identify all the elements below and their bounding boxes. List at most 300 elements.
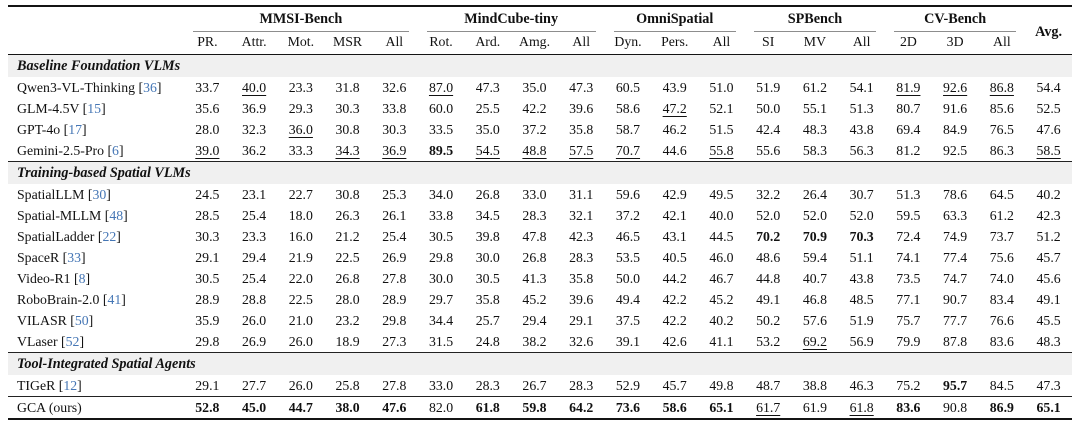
- score-cell: 60.5: [615, 80, 641, 95]
- table-row: [8, 310, 1072, 331]
- score-cell: 24.8: [475, 334, 500, 349]
- score-cell: 54.5: [475, 143, 500, 158]
- score-cell: 35.0: [475, 122, 500, 137]
- score-cell: 34.0: [428, 187, 454, 202]
- score-cell: 22.5: [335, 250, 360, 265]
- score-cell: 82.0: [418, 397, 465, 420]
- score-cell: 39.0: [195, 143, 220, 158]
- score-cell: 92.6: [943, 80, 968, 95]
- score-cell: 51.5: [709, 122, 734, 137]
- score-cell: 47.8: [522, 229, 547, 244]
- score-cell: 51.2: [1036, 229, 1061, 244]
- score-cell: 73.5: [896, 271, 921, 286]
- score-cell: 29.4: [242, 250, 267, 265]
- model-name: Gemini-2.5-Pro [6]: [17, 143, 124, 158]
- score-cell: 28.3: [522, 208, 547, 223]
- score-cell: 33.3: [288, 143, 313, 158]
- score-cell: 45.0: [231, 397, 278, 420]
- section-row: [8, 55, 1072, 78]
- score-cell: 84.5: [989, 378, 1014, 393]
- score-cell: 31.5: [428, 334, 454, 349]
- subcolumn-header: SI: [745, 32, 792, 55]
- score-cell: 80.7: [896, 101, 921, 116]
- score-cell: 59.4: [802, 250, 827, 265]
- score-cell: 60.0: [428, 101, 454, 116]
- score-cell: 85.6: [989, 101, 1014, 116]
- score-cell: 33.8: [382, 101, 407, 116]
- section-title: Training-based Spatial VLMs: [8, 162, 1072, 185]
- score-cell: 77.7: [943, 313, 968, 328]
- subcolumn-header: MV: [792, 32, 839, 55]
- score-cell: 30.7: [849, 187, 874, 202]
- subcolumn-header: Ard.: [464, 32, 511, 55]
- score-cell: 57.6: [802, 313, 827, 328]
- score-cell: 61.2: [989, 208, 1014, 223]
- score-cell: 46.7: [709, 271, 734, 286]
- citation-link[interactable]: 22: [102, 229, 117, 244]
- score-cell: 42.4: [756, 122, 781, 137]
- score-cell: 32.2: [756, 187, 781, 202]
- score-cell: 78.6: [943, 187, 968, 202]
- score-cell: 56.9: [849, 334, 874, 349]
- score-cell: 53.5: [615, 250, 641, 265]
- score-cell: 32.6: [569, 334, 594, 349]
- table-row: [8, 140, 1072, 162]
- score-cell: 30.0: [475, 250, 500, 265]
- score-cell: 51.9: [756, 80, 781, 95]
- score-cell: 45.6: [1036, 271, 1061, 286]
- score-cell: 36.2: [242, 143, 267, 158]
- score-cell: 27.8: [382, 271, 407, 286]
- score-cell: 72.4: [896, 229, 921, 244]
- score-cell: 28.9: [382, 292, 407, 307]
- score-cell: 34.3: [335, 143, 360, 158]
- score-cell: 39.8: [475, 229, 500, 244]
- subcolumn-header: Dyn.: [605, 32, 652, 55]
- score-cell: 39.6: [569, 101, 594, 116]
- score-cell: 26.3: [335, 208, 360, 223]
- score-cell: 89.5: [428, 143, 454, 158]
- subcolumn-header: Amg.: [511, 32, 558, 55]
- score-cell: 42.1: [662, 208, 687, 223]
- score-cell: 26.4: [802, 187, 827, 202]
- score-cell: 59.6: [615, 187, 641, 202]
- score-cell: 83.6: [885, 397, 932, 420]
- table-row: [8, 397, 1072, 420]
- citation-link[interactable]: 8: [78, 271, 86, 286]
- subcolumn-header: All: [978, 32, 1025, 55]
- model-name: VILASR [50]: [17, 313, 94, 328]
- score-cell: 34.5: [475, 208, 500, 223]
- score-cell: 25.3: [382, 187, 407, 202]
- score-cell: 35.0: [522, 80, 547, 95]
- score-cell: 44.5: [709, 229, 734, 244]
- subcolumn-header: PR.: [184, 32, 231, 55]
- score-cell: 65.1: [1025, 397, 1072, 420]
- score-cell: 39.6: [569, 292, 594, 307]
- score-cell: 28.3: [569, 378, 594, 393]
- score-cell: 42.2: [662, 313, 687, 328]
- model-name: SpatialLLM [30]: [17, 187, 111, 202]
- table-row: [8, 184, 1072, 205]
- score-cell: 69.2: [802, 334, 827, 349]
- section-title: Tool-Integrated Spatial Agents: [8, 353, 1072, 376]
- model-name: Spatial-MLLM [48]: [17, 208, 128, 223]
- benchmark-group-row: [8, 6, 1072, 32]
- score-cell: 34.4: [428, 313, 454, 328]
- score-cell: 42.9: [662, 187, 687, 202]
- score-cell: 35.9: [195, 313, 220, 328]
- score-cell: 29.7: [428, 292, 454, 307]
- section-title: Baseline Foundation VLMs: [8, 55, 1072, 78]
- score-cell: 40.2: [1036, 187, 1061, 202]
- score-cell: 49.1: [756, 292, 781, 307]
- score-cell: 42.2: [522, 101, 547, 116]
- table-row: [8, 375, 1072, 397]
- score-cell: 43.8: [849, 271, 874, 286]
- score-cell: 30.5: [428, 229, 454, 244]
- score-cell: 48.3: [802, 122, 827, 137]
- table-body: [8, 55, 1072, 420]
- score-cell: 32.6: [382, 80, 407, 95]
- score-cell: 36.9: [242, 101, 267, 116]
- score-cell: 83.6: [989, 334, 1014, 349]
- score-cell: 74.7: [943, 271, 968, 286]
- score-cell: 25.4: [242, 208, 267, 223]
- score-cell: 45.7: [662, 378, 687, 393]
- score-cell: 75.6: [989, 250, 1014, 265]
- score-cell: 59.5: [896, 208, 921, 223]
- score-cell: 30.8: [335, 187, 360, 202]
- subcolumn-header: Rot.: [418, 32, 465, 55]
- score-cell: 77.1: [896, 292, 921, 307]
- score-cell: 23.3: [288, 80, 313, 95]
- score-cell: 53.2: [756, 334, 781, 349]
- score-cell: 52.0: [802, 208, 827, 223]
- table-row: [8, 205, 1072, 226]
- score-cell: 61.8: [838, 397, 885, 420]
- score-cell: 58.3: [802, 143, 827, 158]
- subcolumn-header: All: [371, 32, 418, 55]
- score-cell: 35.8: [569, 271, 594, 286]
- score-cell: 42.6: [662, 334, 687, 349]
- score-cell: 87.0: [428, 80, 454, 95]
- score-cell: 63.3: [943, 208, 968, 223]
- score-cell: 38.8: [802, 378, 827, 393]
- score-cell: 47.2: [662, 101, 687, 116]
- score-cell: 44.6: [662, 143, 687, 158]
- score-cell: 55.1: [802, 101, 827, 116]
- score-cell: 59.8: [511, 397, 558, 420]
- score-cell: 61.9: [792, 397, 839, 420]
- score-cell: 47.6: [371, 397, 418, 420]
- table-row: [8, 226, 1072, 247]
- score-cell: 54.1: [849, 80, 874, 95]
- score-cell: 40.0: [242, 80, 267, 95]
- citation-link[interactable]: 36: [143, 80, 157, 95]
- score-cell: 92.5: [943, 143, 968, 158]
- score-cell: 30.0: [428, 271, 454, 286]
- subcolumn-header: Pers.: [651, 32, 698, 55]
- score-cell: 58.5: [1036, 143, 1061, 158]
- citation-link[interactable]: 12: [63, 378, 78, 393]
- score-cell: 52.8: [184, 397, 231, 420]
- score-cell: 49.1: [1036, 292, 1061, 307]
- subcolumn-header: Mot.: [277, 32, 324, 55]
- score-cell: 76.5: [989, 122, 1014, 137]
- score-cell: 31.8: [335, 80, 360, 95]
- model-name: GLM-4.5V [15]: [17, 101, 106, 116]
- score-cell: 46.2: [662, 122, 687, 137]
- score-cell: 48.8: [522, 143, 547, 158]
- score-cell: 26.0: [242, 313, 267, 328]
- subcolumn-header: Attr.: [231, 32, 278, 55]
- score-cell: 75.7: [896, 313, 921, 328]
- score-cell: 61.2: [802, 80, 827, 95]
- score-cell: 30.3: [382, 122, 407, 137]
- score-cell: 51.3: [896, 187, 921, 202]
- score-cell: 52.0: [849, 208, 874, 223]
- score-cell: 33.7: [195, 80, 220, 95]
- score-cell: 26.1: [382, 208, 407, 223]
- score-cell: 81.9: [896, 80, 921, 95]
- score-cell: 26.9: [382, 250, 407, 265]
- score-cell: 48.6: [756, 250, 781, 265]
- score-cell: 38.0: [324, 397, 371, 420]
- score-cell: 26.8: [522, 250, 547, 265]
- score-cell: 51.3: [849, 101, 874, 116]
- score-cell: 25.4: [242, 271, 267, 286]
- score-cell: 74.1: [896, 250, 921, 265]
- score-cell: 29.1: [195, 378, 220, 393]
- score-cell: 29.4: [522, 313, 547, 328]
- score-cell: 51.9: [849, 313, 874, 328]
- score-cell: 28.3: [475, 378, 500, 393]
- score-cell: 21.9: [288, 250, 313, 265]
- score-cell: 18.9: [335, 334, 360, 349]
- score-cell: 40.2: [709, 313, 734, 328]
- group-spbench: [745, 6, 885, 32]
- group-label: SPBench: [754, 10, 876, 32]
- score-cell: 48.5: [849, 292, 874, 307]
- table-row: [8, 289, 1072, 310]
- table-header: [8, 6, 1072, 55]
- score-cell: 29.8: [195, 334, 220, 349]
- section-row: [8, 162, 1072, 185]
- score-cell: 54.4: [1036, 80, 1061, 95]
- citation-link[interactable]: 30: [92, 187, 107, 202]
- table-row: [8, 247, 1072, 268]
- score-cell: 42.2: [662, 292, 687, 307]
- score-cell: 70.7: [615, 143, 641, 158]
- table-row: [8, 98, 1072, 119]
- score-cell: 43.1: [662, 229, 687, 244]
- score-cell: 22.7: [288, 187, 313, 202]
- score-cell: 32.1: [569, 208, 594, 223]
- score-cell: 33.0: [428, 378, 454, 393]
- score-cell: 27.7: [242, 378, 267, 393]
- score-cell: 37.2: [522, 122, 547, 137]
- score-cell: 30.5: [195, 271, 220, 286]
- score-cell: 35.6: [195, 101, 220, 116]
- subcolumn-header: All: [838, 32, 885, 55]
- score-cell: 75.2: [896, 378, 921, 393]
- score-cell: 33.8: [428, 208, 454, 223]
- score-cell: 74.9: [943, 229, 968, 244]
- score-cell: 58.7: [615, 122, 641, 137]
- score-cell: 95.7: [943, 378, 968, 393]
- score-cell: 76.6: [989, 313, 1014, 328]
- score-cell: 74.0: [989, 271, 1014, 286]
- score-cell: 37.2: [615, 208, 641, 223]
- score-cell: 37.5: [615, 313, 641, 328]
- score-cell: 29.8: [382, 313, 407, 328]
- score-cell: 44.7: [277, 397, 324, 420]
- group-cv-bench: [885, 6, 1025, 32]
- group-label: OmniSpatial: [614, 10, 736, 32]
- score-cell: 46.3: [849, 378, 874, 393]
- corner-cell: [8, 6, 184, 55]
- score-cell: 39.1: [615, 334, 641, 349]
- citation-link[interactable]: 17: [68, 122, 83, 137]
- subcolumn-header: 3D: [932, 32, 979, 55]
- score-cell: 58.6: [615, 101, 641, 116]
- score-cell: 36.0: [288, 122, 313, 137]
- score-cell: 45.2: [522, 292, 547, 307]
- score-cell: 21.2: [335, 229, 360, 244]
- subcolumn-header: All: [558, 32, 605, 55]
- score-cell: 30.5: [475, 271, 500, 286]
- score-cell: 18.0: [288, 208, 313, 223]
- model-name: TIGeR [12]: [17, 378, 82, 393]
- score-cell: 46.5: [615, 229, 641, 244]
- score-cell: 46.8: [802, 292, 827, 307]
- model-name: VLaser [52]: [17, 334, 85, 349]
- score-cell: 40.7: [802, 271, 827, 286]
- citation-link[interactable]: 50: [74, 313, 89, 328]
- score-cell: 26.8: [475, 187, 500, 202]
- score-cell: 65.1: [698, 397, 745, 420]
- group-label: CV-Bench: [894, 10, 1016, 32]
- score-cell: 51.0: [709, 80, 734, 95]
- score-cell: 26.8: [335, 271, 360, 286]
- score-cell: 73.6: [605, 397, 652, 420]
- score-cell: 23.1: [242, 187, 267, 202]
- score-cell: 55.8: [709, 143, 734, 158]
- section-row: [8, 353, 1072, 376]
- score-cell: 50.0: [615, 271, 641, 286]
- citation-link[interactable]: 41: [107, 292, 122, 307]
- score-cell: 28.8: [242, 292, 267, 307]
- score-cell: 33.5: [428, 122, 454, 137]
- score-cell: 61.8: [464, 397, 511, 420]
- score-cell: 52.0: [756, 208, 781, 223]
- score-cell: 90.8: [932, 397, 979, 420]
- score-cell: 48.3: [1036, 334, 1061, 349]
- score-cell: 21.0: [288, 313, 313, 328]
- model-name: SpaceR [33]: [17, 250, 86, 265]
- score-cell: 69.4: [896, 122, 921, 137]
- score-cell: 30.3: [335, 101, 360, 116]
- score-cell: 86.8: [989, 80, 1014, 95]
- subcolumn-header: MSR: [324, 32, 371, 55]
- score-cell: 24.5: [195, 187, 220, 202]
- score-cell: 29.8: [428, 250, 454, 265]
- citation-link[interactable]: 33: [67, 250, 81, 265]
- table-row: [8, 268, 1072, 289]
- model-name: Video-R1 [8]: [17, 271, 91, 286]
- score-cell: 28.0: [335, 292, 360, 307]
- score-cell: 57.5: [569, 143, 594, 158]
- score-cell: 28.3: [569, 250, 594, 265]
- score-cell: 44.8: [756, 271, 781, 286]
- score-cell: 77.4: [943, 250, 968, 265]
- citation-link[interactable]: 6: [112, 143, 119, 158]
- model-name: SpatialLadder [22]: [17, 229, 121, 244]
- score-cell: 33.0: [522, 187, 547, 202]
- score-cell: 43.9: [662, 80, 687, 95]
- score-cell: 55.6: [756, 143, 781, 158]
- score-cell: 50.0: [756, 101, 781, 116]
- score-cell: 30.8: [335, 122, 360, 137]
- model-name: Qwen3-VL-Thinking [36]: [17, 80, 162, 95]
- table-row: [8, 119, 1072, 140]
- score-cell: 64.5: [989, 187, 1014, 202]
- model-name: GPT-4o [17]: [17, 122, 87, 137]
- score-cell: 56.3: [849, 143, 874, 158]
- score-cell: 91.6: [943, 101, 968, 116]
- score-cell: 47.3: [475, 80, 500, 95]
- score-cell: 29.1: [195, 250, 220, 265]
- score-cell: 42.3: [569, 229, 594, 244]
- score-cell: 47.3: [569, 80, 594, 95]
- score-cell: 36.9: [382, 143, 407, 158]
- subcolumn-header: 2D: [885, 32, 932, 55]
- score-cell: 23.2: [335, 313, 360, 328]
- score-cell: 52.9: [615, 378, 641, 393]
- score-cell: 25.4: [382, 229, 407, 244]
- score-cell: 90.7: [943, 292, 968, 307]
- score-cell: 44.2: [662, 271, 687, 286]
- citation-link[interactable]: 52: [65, 334, 80, 349]
- score-cell: 28.0: [195, 122, 220, 137]
- score-cell: 26.9: [242, 334, 267, 349]
- score-cell: 43.8: [849, 122, 874, 137]
- score-cell: 41.3: [522, 271, 547, 286]
- score-cell: 27.8: [382, 378, 407, 393]
- score-cell: 26.7: [522, 378, 547, 393]
- citation-link[interactable]: 48: [109, 208, 124, 223]
- score-cell: 35.8: [569, 122, 594, 137]
- score-cell: 28.5: [195, 208, 220, 223]
- score-cell: 51.1: [849, 250, 874, 265]
- score-cell: 45.5: [1036, 313, 1061, 328]
- score-cell: 61.7: [745, 397, 792, 420]
- score-cell: 25.5: [475, 101, 500, 116]
- score-cell: 70.9: [802, 229, 827, 244]
- score-cell: 47.6: [1036, 122, 1061, 137]
- score-cell: 73.7: [989, 229, 1014, 244]
- score-cell: 40.5: [662, 250, 687, 265]
- score-cell: 48.7: [756, 378, 781, 393]
- score-cell: 45.2: [709, 292, 734, 307]
- citation-link[interactable]: 15: [87, 101, 102, 116]
- score-cell: 25.7: [475, 313, 500, 328]
- score-cell: 16.0: [288, 229, 313, 244]
- score-cell: 70.3: [849, 229, 874, 244]
- score-cell: 28.9: [195, 292, 220, 307]
- score-cell: 40.0: [709, 208, 734, 223]
